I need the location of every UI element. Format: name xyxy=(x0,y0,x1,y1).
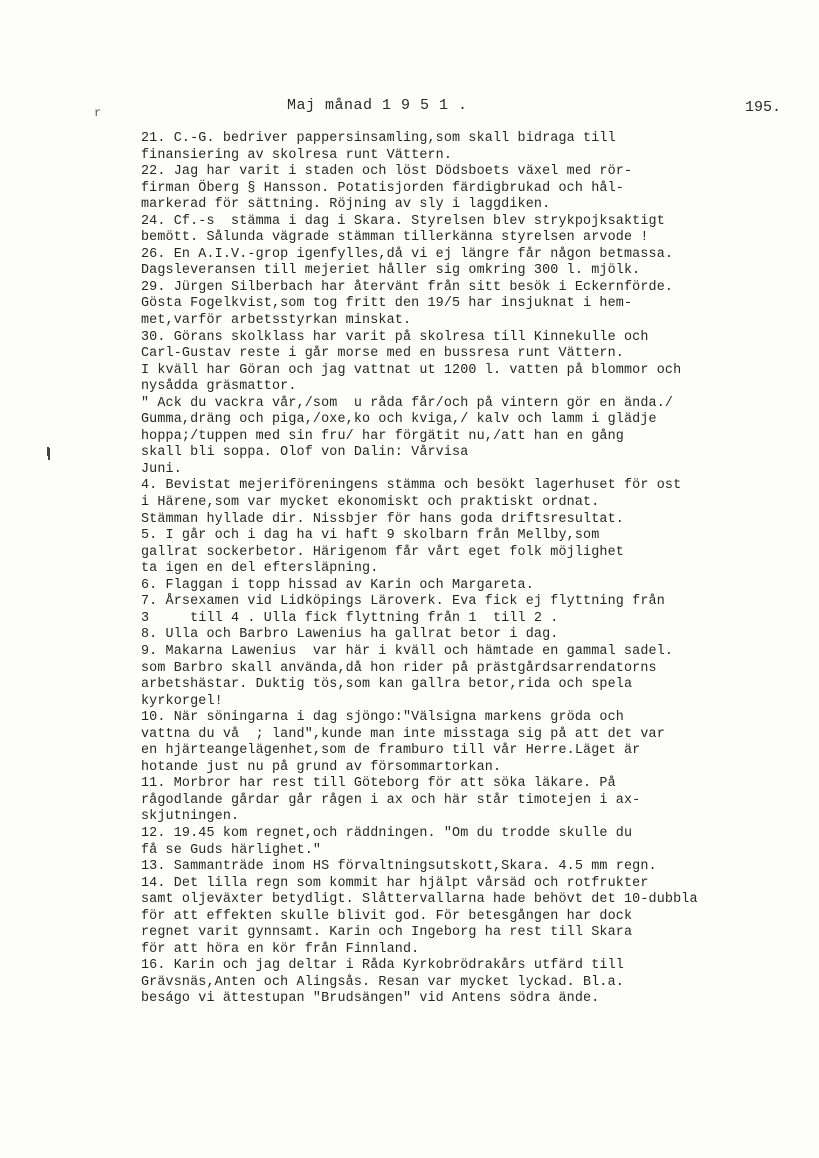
text-line: met,varför arbetsstyrkan minskat. xyxy=(141,313,412,329)
margin-mark xyxy=(48,448,50,460)
text-line: 24. Cf.-s stämma i dag i Skara. Styrelsen blev strykpojksaktigt xyxy=(141,213,665,229)
text-line: 10. När söningarna i dag sjöngo:"Välsigna markens gröda och xyxy=(141,710,624,726)
text-line: finansiering av skolresa runt Vättern. xyxy=(141,147,453,163)
text-line: vattna du vå ; land",kunde man inte misstaga sig på att det var xyxy=(141,726,665,742)
text-line: för att effekten skulle blivit god. För betesgången har dock xyxy=(141,908,633,924)
text-line: 14. Det lilla regn som kommit har hjälpt vårsäd och rotfrukter xyxy=(141,875,649,891)
text-line: 16. Karin och jag deltar i Råda Kyrkobrödrakårs utfärd till xyxy=(141,958,624,974)
text-line: beságo vi ättestupan "Brudsängen" vid Antens södra ände. xyxy=(141,991,600,1007)
text-line: firman Öberg § Hansson. Potatisjorden färdigbrukad och hål- xyxy=(141,180,624,196)
text-line: 22. Jag har varit i staden och löst Dödsboets växel med rör- xyxy=(141,164,633,180)
text-line: arbetshästar. Duktig tös,som kan gallra betor,rida och spela xyxy=(141,677,633,693)
text-line: 21. C.-G. bedriver pappersinsamling,som skall bidraga till xyxy=(141,131,616,146)
page-number: 195. xyxy=(745,99,782,116)
text-line: gallrat sockerbetor. Härigenom får vårt eget folk möjlighet xyxy=(141,544,624,560)
text-line: 7. Årsexamen vid Lidköpings Läroverk. Eva fick ej flyttning från xyxy=(141,594,665,610)
text-line: 12. 19.45 kom regnet,och räddningen. "Om du trodde skulle du xyxy=(141,825,633,841)
text-line: få se Guds härlighet." xyxy=(141,842,322,858)
text-line: rågodlande gårdar går rågen i ax och här står timotejen i ax- xyxy=(141,792,641,808)
text-line: 9. Makarna Lawenius var här i kväll och hämtade en gammal sadel. xyxy=(141,643,674,659)
text-line: Juni. xyxy=(141,461,182,477)
text-line: i Härene,som var mycket ekonomiskt och praktiskt ordnat. xyxy=(141,495,600,511)
text-line: Stämman hyllade dir. Nissbjer för hans goda driftsresultat. xyxy=(141,511,624,527)
text-line: 11. Morbror har rest till Göteborg för att söka läkare. På xyxy=(141,776,616,792)
text-line: kyrkorgel! xyxy=(141,693,223,709)
text-line: 5. I går och i dag ha vi haft 9 skolbarn från Mellby,som xyxy=(141,528,600,544)
text-line: 3 till 4 . Ulla fick flyttning från 1 till 2 . xyxy=(141,610,559,626)
text-line: Dagsleveransen till mejeriet håller sig omkring 300 l. mjölk. xyxy=(141,263,641,279)
text-line: ta igen en del eftersläpning. xyxy=(141,561,379,577)
text-line: Gumma,dräng och piga,/oxe,ko och kviga,/ kalv och lamm i glädje xyxy=(141,412,657,428)
text-line: hotande just nu på grund av försommartorkan. xyxy=(141,759,502,775)
text-line: 26. En A.I.V.-grop igenfylles,då vi ej längre får någon betmassa. xyxy=(141,246,674,262)
text-line: skall bli soppa. Olof von Dalin: Vårvisa xyxy=(141,445,469,461)
text-line: " Ack du vackra vår,/som u råda får/och på vintern gör en ända./ xyxy=(141,395,674,411)
diary-text xyxy=(141,131,817,1008)
text-line: I kväll har Göran och jag vattnat ut 1200 l. vatten på blommor och xyxy=(141,362,682,378)
text-line: 29. Jürgen Silberbach har återvänt från sitt besök i Eckernförde. xyxy=(141,279,674,295)
text-line: nysådda gräsmattor. xyxy=(141,379,297,395)
text-line: 4. Bevistat mejeriföreningens stämma och besökt lagerhuset för ost xyxy=(141,478,682,494)
text-line: Gösta Fogelkvist,som tog fritt den 19/5 har insjuknat i hem- xyxy=(141,296,633,312)
margin-tick: r xyxy=(94,106,102,120)
text-line: 13. Sammanträde inom HS förvaltningsutskott,Skara. 4.5 mm regn. xyxy=(141,859,657,875)
page-header-title: Maj månad 1 9 5 1 . xyxy=(287,97,468,114)
text-line: bemött. Sålunda vägrade stämman tillerkänna styrelsen arvode ! xyxy=(141,230,649,246)
text-line: en hjärteangelägenhet,som de framburo till vår Herre.Läget är xyxy=(141,743,641,759)
text-line: hoppa;/tuppen med sin fru/ har förgätit nu,/att han en gång xyxy=(141,428,624,444)
text-line: Grävsnäs,Anten och Alingsås. Resan var mycket lyckad. Bl.a. xyxy=(141,974,624,990)
text-line: Carl-Gustav reste i går morse med en bussresa runt Vättern. xyxy=(141,346,624,362)
text-line: 8. Ulla och Barbro Lawenius ha gallrat betor i dag. xyxy=(141,627,559,643)
text-line: 6. Flaggan i topp hissad av Karin och Margareta. xyxy=(141,577,534,593)
text-line: markerad för sättning. Röjning av sly i laggdiken. xyxy=(141,197,551,213)
text-line: 30. Görans skolklass har varit på skolresa till Kinnekulle och xyxy=(141,329,649,345)
text-line: för att höra en kör från Finnland. xyxy=(141,941,420,957)
text-line: som Barbro skall använda,då hon rider på prästgårdsarrendatorns xyxy=(141,660,657,676)
text-line: samt oljeväxter betydligt. Slåttervallarna hade behövt det 10-dubbla xyxy=(141,892,698,908)
text-line: regnet varit gynnsamt. Karin och Ingeborg ha rest till Skara xyxy=(141,925,633,941)
text-line: skjutningen. xyxy=(141,809,240,825)
